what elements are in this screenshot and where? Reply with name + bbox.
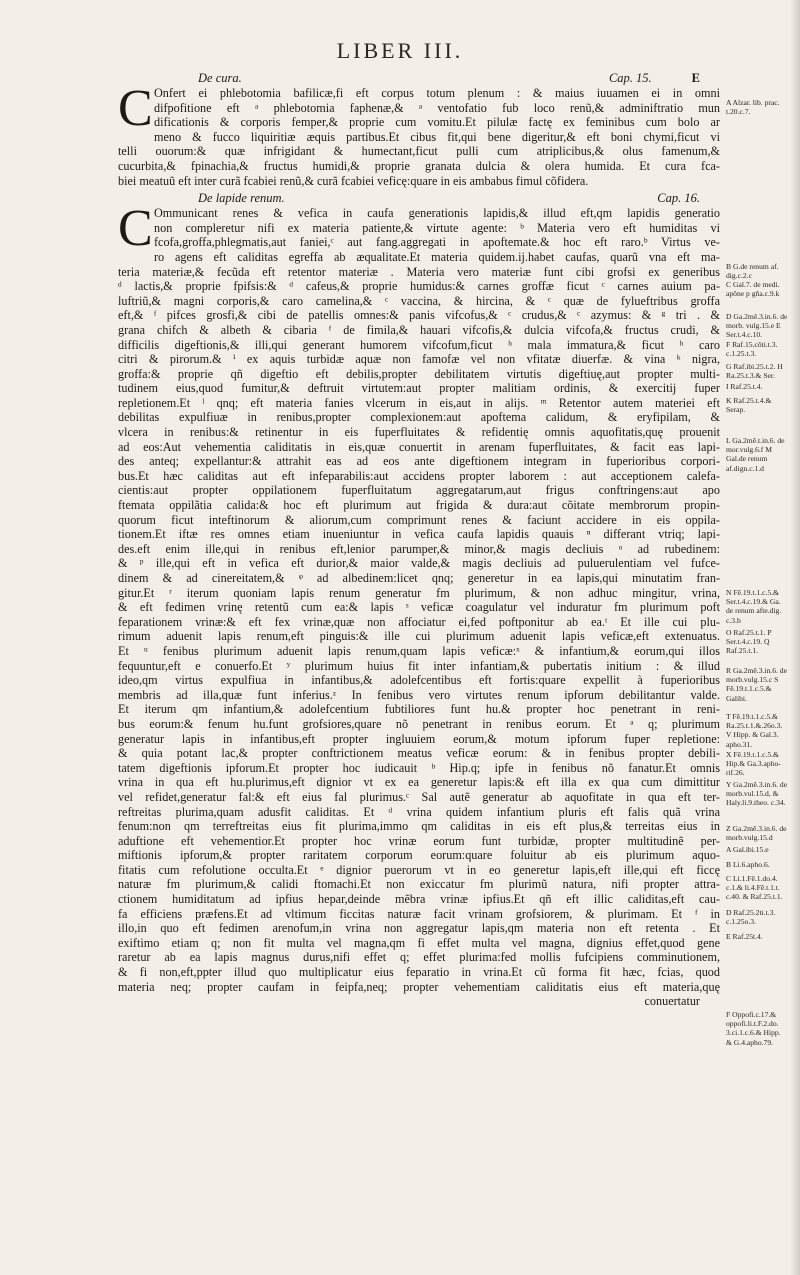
text-line: vel refidet,generatur fal:& eft eius fal plurimus.ᶜ Sal autẽ generatur ab aquofitate in qua eft ter- — [118, 789, 720, 804]
margin-note: X Fẽ.19.t.1.c.5.& Hip.& Ga.3.apho- rif.26. — [726, 750, 781, 778]
margin-note: C Li.1.Fẽ.1.do.4. c.1.& li.4.Fẽ.t.1.t. c.40. & Raf.25.t.1. — [726, 874, 783, 902]
running-title: LIBER III. — [336, 38, 464, 63]
text-line: Ommunicant renes & vefica in caufa generationis lapidis,& illud eft,qm lapidis generatio — [154, 206, 720, 221]
text-line: ideo,qm virtus expulfiua in infantibus,& adolefcentibus eft fortis:quare expellit à fuperioribus — [118, 673, 720, 688]
text-line: fequuntur,eft e conuerfo.Et ʸ plurimum huius fit inter infantiam,& pubertatis initium : & illud — [118, 658, 720, 673]
text-line: debilitas expulfiuæ in renibus,propter complexionem:aut apoftema calidum, & eryfipilam, & — [118, 410, 720, 425]
margin-note: F Raf.15.cõti.t.3. c.1.25.t.3. — [726, 340, 778, 359]
text-line: meno & fucco liquiritiæ æquis partibus.Et cibus fit,qui bene digeritur,& eft boni chymi,ficut vi — [154, 129, 720, 144]
text-line: rimum aduenit lapis renum,eft pinguis:& ille cui plurimum aduenit lapis veficæ,eft extenuatus. — [118, 629, 720, 644]
text-line: cientis:aut propter oppilationem fuperfluitatum aggregatarum,aut frigus conftringens:aut apo — [118, 483, 720, 498]
text-line: vrina in qua eft hu.plurimus,eft dignior vt ex ea generetur lapis:& eft illa ex qua cum dimittitur — [118, 775, 720, 790]
section-title: De lapide renum. — [198, 191, 285, 206]
text-line: exiftimo etiam q; non fit multa vel magna,qm fi effet multa vel magna, dignius effet,quod gene — [118, 935, 720, 950]
text-line: & eft fedimen vrinę retentũ cum ea:& lapis ˢ veficæ coagulatur vel induratur fm plurimum poft — [118, 600, 720, 615]
margin-note: C Gal.7. de medi. apõne p gña.c.9.k — [726, 280, 780, 299]
margin-note: L Ga.2mẽ.t.in.6. de mor.vulg.6.f M Gal.de renum af.dign.c.1.d — [726, 436, 785, 473]
margin-note: R Ga.2mẽ.3.in.6. de morb.vulg.15.c S Fẽ.19.t.1.c.5.& Galibi. — [726, 666, 787, 703]
margin-note: K Raf.25.t.4.& Serap. — [726, 396, 772, 415]
section-heading — [118, 190, 720, 206]
margin-note: O Raf.25.t.1. P Ser.t.4.c.19. Q Raf.25.t.1. — [726, 628, 772, 656]
text-line: des anteq; expellantur:& attrahit eas ad eos ante digeftionem integram in fuperioribus corpori- — [118, 454, 720, 469]
text-line: & quia potant lac,& propter conftrictionem meatus veficæ eorum: & in fenibus propter debili- — [118, 746, 720, 761]
text-line: dinem & ad cinereitatem,& ᵠ ad albedinem:licet qnq; generetur in ea lapis,qui minutatim fran- — [118, 571, 720, 585]
text-line: illo,in quo eft fedimen arenofum,in vrina non aggregatur lapis,qm materia non eft retenta . Et — [118, 921, 720, 936]
text-line: des.eft enim ille,qui in renibus eft,lenior parumper,& minor,& magis decliuis ᵒ ad rubedinem: — [118, 541, 720, 556]
margin-note: Y Ga.2mẽ.3.in.6. de morb.vul.15.d, & Haly.li.9.theo. c.34. — [726, 780, 788, 808]
text-line: membris ad illa,quæ funt inferius.ᶻ In fenibus vero virtutes renum ipforum debilitantur valde. — [118, 687, 720, 702]
text-line: generatur lapis in infantibus,eft propter ingluuiem eorum,& motum ipforum fuper repletione: — [118, 731, 720, 746]
text-line: biei meatuũ eft inter curã fcabiei renũ,& curã fcabiei veficę:quare in eis ambabus fimul cõfidera. — [118, 173, 589, 188]
text-line: ctionem humiditatum ad ipfius hepar,deinde mẽbra vrinæ ipfius.Et qñ eft illic caliditas,eft cau- — [118, 892, 720, 907]
text-line: Onfert ei phlebotomia bafilicæ,fi eft corpus totum plenum : & maius iuuamen ei in omni — [154, 86, 720, 100]
text-line: quorum ficut inteftinorum & aliorum,cum comprimunt renes & faciunt accidere in eis oppila- — [118, 512, 720, 527]
margin-note: A Alzar. lib. prac. t.20.c.7. — [726, 98, 780, 117]
text-line: fcofa,groffa,phlegmatis,aut faniei,ᶜ aut fang.aggregati in apoftemate.& hoc eft raro.ᵇ Virtus ve- — [154, 235, 720, 250]
text-line: & fi non,eft,ppter illud quo multiplicatur eius feparatio in vrina.Et cũ forma fit hæc, fcias, quod — [118, 965, 720, 980]
text-line: repletionem.Et ˡ qnq; eft materia fanies vlcerum in eis,aut in alijs. ᵐ Retentor autem materiei eft — [118, 395, 720, 410]
margin-note: A Gal.ibi.15.e — [726, 845, 769, 854]
margin-note: N Fẽ.19.t.1.c.5.& Ser.t.4.c.19.& Ga. de renum afte.dig. c.3.b — [726, 588, 782, 625]
margin-note: G Raf.ibi.25.t.2. H Ra.25.t.3.& Ser. — [726, 362, 783, 381]
text-line: ᵈ lactis,& proprie fpifsis:& ᵈ cafeus,& proprie humidus:& carnes groffæ ficut ᶜ carnes auium pa- — [118, 279, 720, 294]
text-line: tionem.Et iftæ res omnes etiam inueniuntur in vefica caufa lapidis quauis ⁿ differant vtriq; lapi- — [118, 527, 720, 542]
text-line: raretur ab ea lapis magnus durus,nifi effet q; effet plurima:fed mollis fufcipiens comminutionem, — [118, 950, 720, 965]
text-line: non compleretur nifi ex materia patiente,& virtute agente: ᵇ Materia vero eft humiditas vi — [154, 220, 720, 235]
margin-note: T Fẽ.19.t.1.c.5.& Ra.25.t.1.&.26o.3. V Hipp. & Gal.3. apho.31. — [726, 712, 783, 749]
text-line: tudinem eius,quod fumitur,& deftruit virtutem:aut propter malitiam ordinis, & exercitij fuper — [118, 381, 720, 396]
margin-note: B G.de renum af. dig.c.2.c — [726, 262, 779, 281]
text-line: teria materiæ,& fecũda eft retentor materiæ . Materia vero materiæ funt cibi grofsi ex generibus — [118, 264, 720, 279]
text-line: & ᵖ ille,qui eft in vefica eft durior,& maior valde,& magis decliuis ad puluerulentiam vel fufce- — [118, 556, 720, 571]
paragraph — [118, 80, 720, 188]
section-heading — [118, 70, 720, 86]
margin-note: I Raf.25.t.4. — [726, 382, 763, 391]
text-line: bus eorum:& fenum hu.funt grofsiores,quare nõ penetrant in renibus eorum. Et ᵃ q; plurimum — [118, 716, 720, 731]
margin-note: F Oppofi.c.17.& oppofi.li.t.F.2.do. 3.ci.1.c.6.& Hipp. & G.4.apho.79. — [726, 1010, 781, 1047]
text-line: miftionis ipforum,& propter raritatem corporum eorum:quare foluitur ab eis plurimum aquo- — [118, 848, 720, 863]
margin-note: E Raf.25t.4. — [726, 932, 763, 941]
text-block — [118, 70, 720, 1009]
catchword: conuertatur — [644, 994, 700, 1009]
text-line: fitatis cum refolutione occulta.Et ᵉ dignior puerorum vt in eo generetur lapis,eft ille,qui eft ficcę — [118, 862, 720, 877]
text-line: bus.Et hæc caliditas aut eft infeparabilis:aut accidens propter laborem : aut acceptionem calefa- — [118, 468, 720, 483]
text-line: Et iterum qm infantium,& adolefcentium fubtiliores funt hu.& propter hoc penetrant in reni- — [118, 702, 720, 717]
text-line: telli ouorum:& quæ infrigidant & humectant,ficut pulli cum atriplicibus,& olus famenum,& — [118, 144, 720, 159]
text-line: citri & pirorum.& ⁱ ex aquis turbidæ aquæ non famofæ vel non vfitatæ diuerfæ. & vina ᵏ nigra, — [118, 352, 720, 367]
drop-initial: C — [118, 200, 153, 258]
margin-note: B Li.6.apho.6. — [726, 860, 770, 869]
text-line: ro agens eft caliditas egreffa ab æqualitate.Et materia quidem.ij.habet caufas, quarũ vna eft ma- — [154, 249, 720, 264]
text-line: tatem digeftionis ipforum.Et propter hoc iudicauit ᵇ Hip.q; ipfe in fenibus nõ fanatur.Et omnis — [118, 760, 720, 775]
text-line: reftreitas plurima,quam adusfit caliditas. Et ᵈ vrina quidem infantium pluris eft falis quã vrina — [118, 804, 720, 819]
text-line: gitur.Et ʳ iterum quoniam lapis renum generatur fm plurimum, & non adhuc mingitur, vrina, — [118, 585, 720, 600]
margin-note: Z Ga.2mẽ.3.in.6. de morb.vulg.15.d — [726, 824, 787, 843]
text-line: eft,& ᶠ pifces grosfi,& cibi de patellis omnes:& panis vifcofus,& ᶜ crudus,& ᶜ azymus: & ᵍ tri . & — [118, 308, 720, 323]
chapter-number: Cap. 15. E — [608, 71, 700, 85]
text-line: aduftione eft vehementior.Et propter hoc vrinæ eorum funt turbidæ, propter multitudinẽ per- — [118, 833, 720, 848]
signature-mark: E — [691, 71, 700, 85]
drop-initial: C — [118, 80, 153, 137]
text-line: Et ᵘ fenibus plurimum aduenit lapis renum,quam lapis veficæ:ˣ & infantium,& eorum,qui illos — [118, 643, 720, 658]
chapter-number: Cap. 16. — [657, 191, 700, 206]
margin-note: D Raf.25.2ti.t.3. c.1.25o.3. — [726, 908, 776, 927]
text-line: luftriũ,& magni corporis,& caro camelina,& ᶜ vaccina, & hircina, & ᶜ quæ de fylueftribus groffa — [118, 293, 720, 308]
text-line: ad eos:Aut vehementia caliditatis in eis,quæ conuertit in arenam fuperfluitates, & facit eas lapi- — [118, 439, 720, 454]
text-line: grana chifch & albeth & cibaria ᶠ de fimila,& hauari vifcofis,& dulcia vifcofa,& fructus crudi, & — [118, 322, 720, 337]
text-line: vlcera in renibus:& retinentur in eis fuperfluitates & refidentię omnis aquofitatis,quę prouenit — [118, 425, 720, 440]
text-line: fenum:non qm terreftreitas eius fit plurima,immo qm caliditas in eis eft plus,& terreitas eius in — [118, 819, 720, 834]
text-line: fa efficiens præfens.Et ad vltimum ficcitas naturæ facit vrinam grofsiorem, & plurimam. Et ᶠ in — [118, 906, 720, 921]
text-line: naturæ fm plurimum,& calidi ftomachi.Et non exiccatur fm plurimũ natura, nifi propter attra- — [118, 877, 720, 892]
margin-note: D Ga.2mẽ.3.in.6. de morb. vulg.15.e E Ser.t.4.c.10. — [726, 312, 788, 340]
text-line: ftemata oppilãtia calida:& hoc eft plurimum aut frigida & dura:aut cõitate membrorum propin- — [118, 498, 720, 513]
text-line: dificationis & corporis femper,& proprie cum vomitu.Et pilulæ factę ex feminibus cum bolo ar — [154, 115, 720, 130]
text-line: difficilis digeftionis,& illi,qui generant humorem vifcofum,ficut ʰ mala immatura,& ficut ʰ caro — [118, 337, 720, 352]
page-spine-shadow — [790, 0, 800, 1275]
section-title: De cura. — [198, 71, 242, 85]
paragraph — [118, 200, 720, 994]
text-line: cucurbita,& fpinachia,& fructus humidi,& proprie granata dulcia & olera humida. Et cura fca- — [118, 158, 720, 173]
text-line: difpofitione eft ᵃ phlebotomia faphenæ,& ᵃ ventofatio fub loco renũ,& adminiftratio mun — [154, 100, 720, 115]
text-line: feparationem vrinæ:& eft fex vrinæ,quæ non affociatur ei,fed poftponitur ab ea.ᵗ Et ille cui plu- — [118, 614, 720, 629]
text-line: materia neq; propter caufam in feipfa,neq; propter vehementiam caliditatis eius eft materia,quę — [118, 979, 720, 994]
text-line: groffa:& proprie qñ digeftio eft debilis,propter debilitatem virtutis digeftiuę,aut propter multi- — [118, 366, 720, 381]
